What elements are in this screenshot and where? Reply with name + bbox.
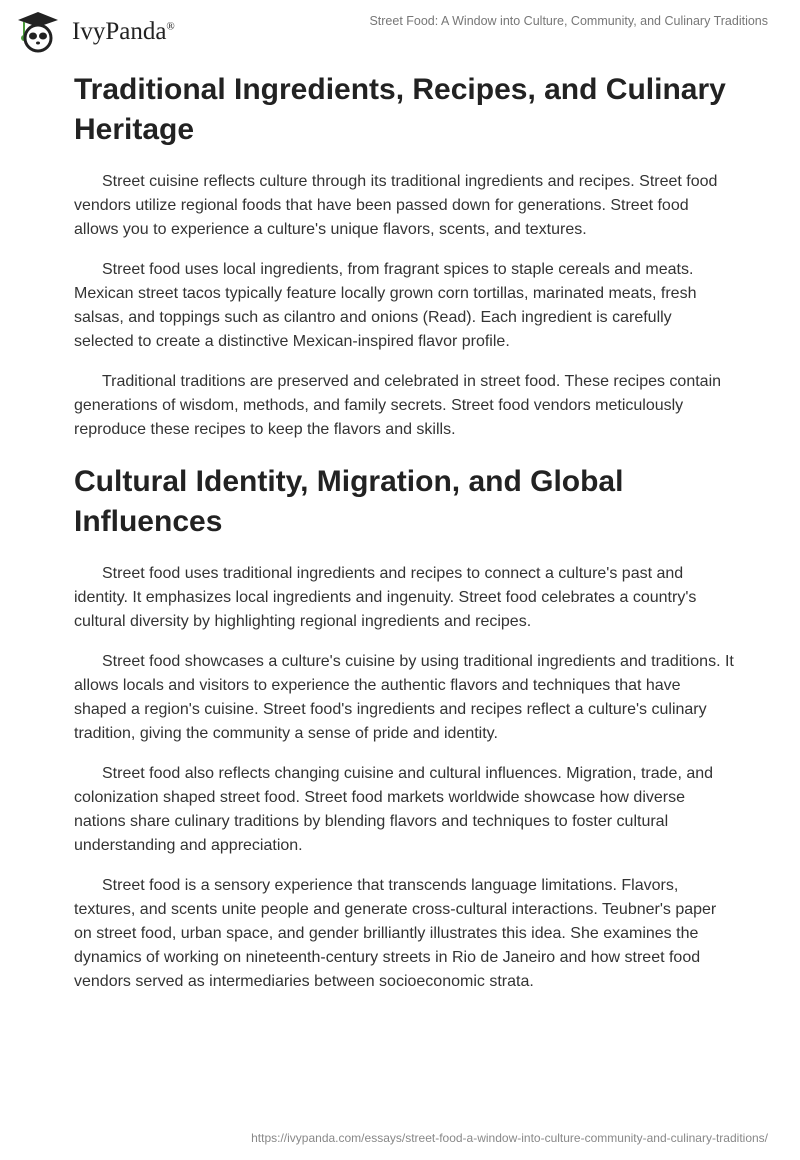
paragraph: Street food uses local ingredients, from fragrant spices to staple cereals and meats. Mexican street tacos typically feature locally grown corn tortillas, marinated meats, fresh salsas, and toppings such as cilantro and onions (Read). Each ingredient is carefully selected to create a distinctive Mexican-inspired flavor profile. (74, 261, 697, 350)
page-header (0, 0, 800, 60)
ivypanda-logo[interactable] (12, 10, 175, 54)
panda-graduate-icon (12, 10, 68, 54)
paragraph: Street cuisine reflects culture through its traditional ingredients and recipes. Street food vendors utilize regional foods that have been passed down for generations. Street food allows you to experience a culture's unique flavors, scents, and textures. (74, 173, 718, 238)
paragraph: Street food showcases a culture's cuisine by using traditional ingredients and traditions. It allows locals and visitors to experience the authentic flavors and techniques that have shaped a region's cuisine. Street food's ingredients and recipes reflect a culture's culinary tradition, giving the community a sense of pride and identity. (74, 653, 734, 742)
paragraph: Street food uses traditional ingredients and recipes to connect a culture's past and identity. It emphasizes local ingredients and ingenuity. Street food celebrates a country's cultural diversity by highlighting regional ingredients and recipes. (74, 565, 697, 630)
logo-text: IvyPanda® (72, 18, 175, 45)
paragraph: Street food also reflects changing cuisine and cultural influences. Migration, trade, and colonization shaped street food. Street food markets worldwide showcase how diverse nations share culinary traditions by blending flavors and techniques to foster cultural understanding and appreciation. (74, 765, 714, 854)
paragraph: Street food is a sensory experience that transcends language limitations. Flavors, textures, and scents unite people and generate cross-cultural interactions. Teubner's paper on street food, urban space, and gender brilliantly illustrates this idea. She examines the dynamics of working on nineteenth-century streets in Rio de Janeiro and how street food vendors served as intermediaries between socioeconomic strata. (74, 877, 717, 990)
source-url[interactable]: https://ivypanda.com/essays/street-food-a-window-into-culture-community-and-culinary-traditions/ (251, 1131, 768, 1145)
essay-content (74, 70, 734, 1010)
document-title: Street Food: A Window into Culture, Community, and Culinary Traditions (369, 14, 768, 28)
paragraph: Traditional traditions are preserved and celebrated in street food. These recipes contain generations of wisdom, methods, and family secrets. Street food vendors meticulously reproduce these recipes to keep the flavors and skills. (74, 373, 722, 438)
section-heading: Traditional Ingredients, Recipes, and Culinary Heritage (74, 73, 726, 146)
section-heading: Cultural Identity, Migration, and Global Influences (74, 465, 624, 538)
